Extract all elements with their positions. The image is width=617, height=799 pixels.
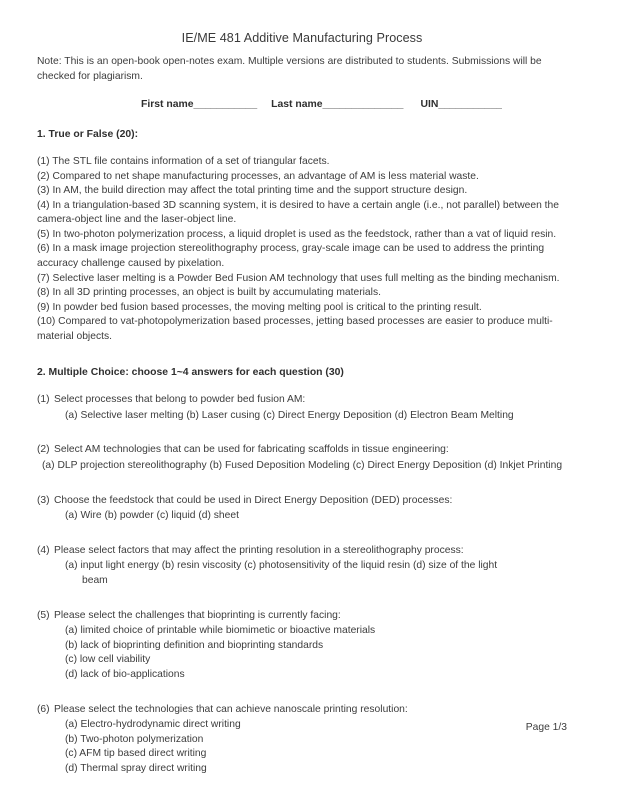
- mc-question-number: (5): [37, 609, 50, 621]
- mc-question-4: [37, 544, 567, 589]
- true-false-item: (4) In a triangulation-based 3D scanning system, it is desired to have a certain angle (i.e., not parallel) between the camera-object line and the laser-object line.: [37, 199, 559, 226]
- mc-question-text: Please select the challenges that bioprinting is currently facing:: [54, 609, 341, 621]
- mc-question-number: (4): [37, 544, 50, 556]
- mc-option[interactable]: (c) low cell viability: [65, 654, 151, 666]
- section-heading-true-false: 1. True or False (20):: [37, 129, 139, 141]
- true-false-item: (3) In AM, the build direction may affect the total printing time and the support structure design.: [37, 185, 468, 197]
- document-body: [37, 30, 567, 790]
- mc-options-inline[interactable]: (a) Selective laser melting (b) Laser cusing (c) Direct Energy Deposition (d) Electron Beam Melting: [65, 409, 514, 421]
- true-false-item: (2) Compared to net shape manufacturing processes, an advantage of AM is less material waste.: [37, 170, 479, 182]
- last-name-field-label[interactable]: Last name______________: [271, 99, 404, 111]
- spacer: [37, 537, 567, 544]
- true-false-item: (6) In a mask image projection stereolithography process, gray-scale image can be used to address the printing accuracy challenge caused by pixelation.: [37, 243, 545, 270]
- true-false-item: (8) In all 3D printing processes, an object is built by accumulating materials.: [37, 287, 381, 299]
- true-false-item: (7) Selective laser melting is a Powder Bed Fusion AM technology that uses full melting as the binding mechanism.: [37, 272, 560, 284]
- mc-question-5: [37, 609, 567, 683]
- page-title: IE/ME 481 Additive Manufacturing Process: [181, 31, 423, 45]
- mc-question-text: Please select factors that may affect the printing resolution in a stereolithography process:: [54, 544, 464, 556]
- section-heading-multiple-choice: 2. Multiple Choice: choose 1~4 answers for each question (30): [37, 367, 344, 379]
- mc-options-continuation: beam: [82, 575, 108, 587]
- mc-question-text: Select processes that belong to powder bed fusion AM:: [54, 394, 306, 406]
- mc-question-text: Select AM technologies that can be used for fabricating scaffolds in tissue engineering:: [54, 444, 449, 456]
- true-false-item: (1) The STL file contains information of a set of triangular facets.: [37, 156, 330, 168]
- true-false-list: [37, 155, 567, 344]
- mc-question-number: (6): [37, 703, 50, 715]
- mc-question-2: [37, 443, 567, 473]
- exam-note: Note: This is an open-book open-notes exam. Multiple versions are distributed to students. Submissions will be checked for plagiarism.: [37, 56, 542, 82]
- spacer: [37, 696, 567, 703]
- mc-options-inline[interactable]: (a) input light energy (b) resin viscosity (c) photosensitivity of the liquid resin (d) size of the light: [65, 560, 498, 572]
- uin-field-label[interactable]: UIN___________: [420, 99, 502, 111]
- true-false-item: (10) Compared to vat-photopolymerization based processes, jetting based processes are easier to produce multi-material objects.: [37, 316, 553, 342]
- student-identity-row: [37, 97, 567, 112]
- mc-option[interactable]: (d) Thermal spray direct writing: [65, 762, 207, 774]
- page-footer: Page 1/3: [525, 722, 567, 733]
- mc-question-text: Please select the technologies that can achieve nanoscale printing resolution:: [54, 703, 408, 715]
- mc-question-1: [37, 393, 567, 423]
- mc-option[interactable]: (a) Electro-hydrodynamic direct writing: [65, 719, 241, 731]
- mc-question-number: (3): [37, 494, 50, 506]
- mc-question-stem: [37, 443, 567, 458]
- mc-option[interactable]: (c) AFM tip based direct writing: [65, 748, 207, 760]
- mc-option[interactable]: (b) Two-photon polymerization: [65, 733, 204, 745]
- spacer: [37, 602, 567, 609]
- true-false-item: (9) In powder bed fusion based processes, the moving melting pool is critical to the printing result.: [37, 301, 482, 313]
- mc-question-text: Choose the feedstock that could be used in Direct Energy Deposition (DED) processes:: [54, 494, 453, 506]
- first-name-field-label[interactable]: First name___________: [141, 99, 258, 111]
- mc-question-stem: [37, 544, 567, 559]
- mc-options-inline[interactable]: (a) Wire (b) powder (c) liquid (d) sheet: [65, 510, 239, 522]
- mc-question-stem: [37, 494, 567, 509]
- mc-option[interactable]: (b) lack of bioprinting definition and bioprinting standards: [65, 639, 324, 651]
- mc-question-stem: [37, 393, 567, 408]
- mc-options-inline[interactable]: (a) DLP projection stereolithography (b) Fused Deposition Modeling (c) Direct Energy Deposition (d) Inkjet Printing: [42, 460, 563, 472]
- mc-question-number: (1): [37, 394, 50, 406]
- mc-question-number: (2): [37, 444, 50, 456]
- mc-option[interactable]: (d) lack of bio-applications: [65, 669, 185, 681]
- mc-question-stem: [37, 609, 567, 624]
- mc-option[interactable]: (a) limited choice of printable while biomimetic or bioactive materials: [65, 625, 376, 637]
- spacer: [37, 436, 567, 443]
- mc-question-6: [37, 703, 567, 777]
- true-false-item: (5) In two-photon polymerization process, a liquid droplet is used as the feedstock, rather than a vat of liquid resin.: [37, 228, 557, 240]
- spacer: [37, 487, 567, 494]
- mc-question-3: [37, 494, 567, 524]
- mc-question-stem: [37, 703, 567, 718]
